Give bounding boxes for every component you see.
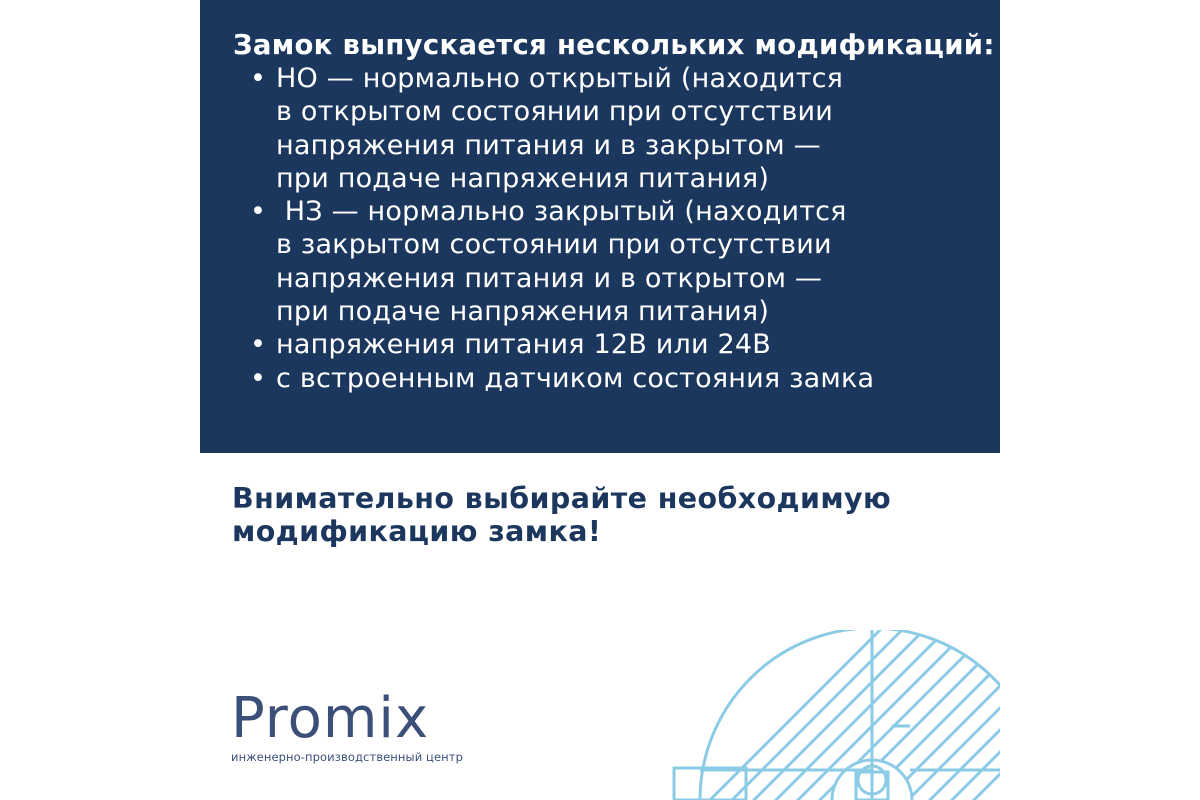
technical-drawing-icon: [660, 630, 1000, 800]
warning-line: Внимательно выбирайте необходимую: [232, 482, 892, 515]
list-item: [233, 328, 970, 361]
list-item-line: с встроенным датчиком состояния замка: [276, 362, 875, 394]
list-item: [233, 195, 970, 328]
list-item-line: НЗ — нормально закрытый (находится: [276, 196, 847, 228]
bullet-icon: •: [250, 63, 267, 94]
bullet-icon: •: [250, 362, 267, 394]
list-item-line: напряжения питания и в закрытом —: [276, 129, 821, 161]
list-item-line: в открытом состоянии при отсутствии: [276, 96, 834, 128]
bullet-icon: •: [250, 196, 267, 228]
list-item-line: при подаче напряжения питания): [276, 296, 770, 328]
warning-heading: [232, 482, 891, 548]
list-item: [233, 362, 970, 395]
modifications-list: [233, 62, 970, 395]
bullet-icon: •: [250, 329, 267, 361]
brand-logo: [231, 686, 463, 764]
list-item-line: НО — нормально открытый (находится: [276, 63, 844, 94]
list-item-line: в закрытом состоянии при отсутствии: [276, 229, 832, 261]
list-item: [233, 62, 970, 195]
panel-title: Замок выпускается нескольких модификаций:: [233, 29, 995, 61]
warning-line: модификацию замка!: [232, 515, 602, 548]
list-item-line: напряжения питания 12В или 24В: [276, 329, 771, 361]
list-item-line: при подаче напряжения питания): [276, 162, 770, 194]
logo-tagline: инженерно-производственный центр: [231, 750, 463, 764]
modifications-panel: [200, 0, 1000, 453]
list-item-line: напряжения питания и в открытом —: [276, 262, 823, 294]
logo-wordmark: Promix: [231, 686, 430, 751]
